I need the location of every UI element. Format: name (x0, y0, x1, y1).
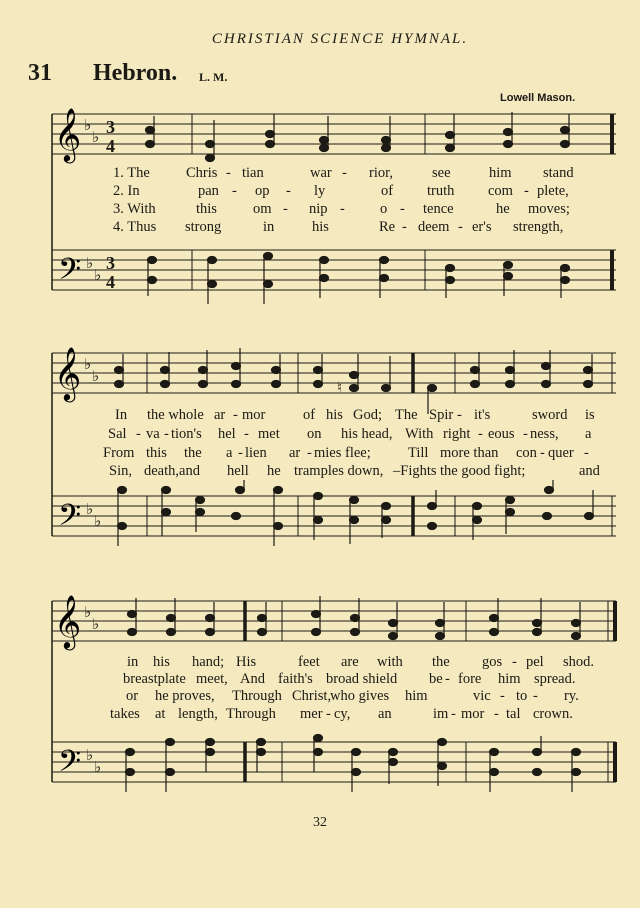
lyric-word: Christ, (292, 688, 332, 704)
lyric-word: this (146, 445, 167, 461)
lyric-word: ar (214, 407, 226, 423)
lyrics-s2-verse4 (0, 463, 640, 481)
svg-text:♭: ♭ (94, 512, 102, 530)
lyric-word: om (253, 201, 272, 217)
lyric-word: war (310, 165, 332, 181)
lyrics-s2-verse1 (0, 407, 640, 425)
lyric-word: spread. (534, 671, 576, 687)
lyric-word: of (303, 407, 316, 423)
lyric-word: and (579, 463, 600, 479)
lyrics-s3-verse3 (0, 688, 640, 706)
lyric-word: ly (314, 183, 326, 199)
lyric-word: in (127, 654, 139, 670)
svg-text:♮: ♮ (337, 380, 343, 396)
lyric-word: op (255, 183, 270, 199)
syllable-hyphen: - (307, 445, 312, 461)
lyric-word: ar (289, 445, 301, 461)
svg-text:♭: ♭ (94, 266, 102, 284)
lyric-word: 2. In (113, 183, 140, 199)
lyric-word: tramples down, (294, 463, 384, 479)
lyric-word: –Fights (393, 463, 437, 479)
syllable-hyphen: - (342, 165, 347, 181)
syllable-hyphen: - (340, 201, 345, 217)
svg-text:𝄞: 𝄞 (54, 594, 82, 648)
lyric-word: The (395, 407, 418, 423)
lyric-word: death,and (144, 463, 200, 479)
lyric-word: deem (418, 219, 450, 235)
lyric-word: on (307, 426, 322, 442)
lyric-word: hand; (192, 654, 225, 670)
lyric-word: hell (227, 463, 249, 479)
lyric-word: sword (532, 407, 568, 423)
lyric-word: the whole (147, 407, 204, 423)
lyric-word: Through (232, 688, 282, 704)
syllable-hyphen: - (478, 426, 483, 442)
syllable-hyphen: - (512, 654, 517, 670)
lyric-word: with (377, 654, 403, 670)
lyrics-s3-verse1 (0, 654, 640, 672)
syllable-hyphen: - (494, 706, 499, 722)
lyric-word: o (380, 201, 388, 217)
lyric-word: And (240, 671, 265, 687)
lyric-word: mies flee; (314, 445, 371, 461)
svg-text:𝄞: 𝄞 (54, 346, 82, 400)
lyrics-s3-verse4 (0, 706, 640, 724)
lyric-word: com (488, 183, 513, 199)
svg-text:4: 4 (106, 272, 115, 292)
syllable-hyphen: - (164, 426, 169, 442)
lyric-word: more than (440, 445, 499, 461)
lyric-word: faith's (278, 671, 313, 687)
lyric-word: feet (298, 654, 320, 670)
bass-clef-icon: 𝄢 (58, 253, 82, 294)
lyric-word: quer (548, 445, 574, 461)
svg-text:♭: ♭ (84, 355, 92, 373)
lyric-word: he (496, 201, 510, 217)
lyric-word: him (498, 671, 521, 687)
lyric-word: length, (178, 706, 218, 722)
svg-text:♭: ♭ (86, 746, 94, 764)
lyrics-s1-verse3 (0, 201, 640, 219)
lyric-word: Re (379, 219, 396, 235)
svg-text:3: 3 (106, 117, 115, 137)
svg-text:𝄢: 𝄢 (58, 745, 82, 786)
lyric-word: tion's (171, 426, 202, 442)
lyric-word: eous (488, 426, 515, 442)
lyric-word: With (405, 426, 434, 442)
svg-text:♭: ♭ (92, 367, 100, 385)
lyric-word: meet, (196, 671, 228, 687)
svg-text:♭: ♭ (94, 758, 102, 776)
syllable-hyphen: - (458, 219, 463, 235)
lyrics-s1-verse1 (0, 165, 640, 183)
syllable-hyphen: - (445, 671, 450, 687)
lyric-word: a (585, 426, 592, 442)
svg-text:♭: ♭ (92, 615, 100, 633)
lyric-word: con (516, 445, 537, 461)
lyric-word: his (153, 654, 170, 670)
svg-text:♭: ♭ (86, 254, 94, 272)
lyric-word: er's (472, 219, 492, 235)
svg-text:♭: ♭ (84, 116, 92, 134)
lyric-word: lien (245, 445, 267, 461)
lyric-word: mer (300, 706, 323, 722)
lyric-word: In (115, 407, 128, 423)
lyric-word: Spir (429, 407, 454, 423)
lyric-word: va (146, 426, 160, 442)
syllable-hyphen: - (540, 445, 545, 461)
syllable-hyphen: - (402, 219, 407, 235)
lyric-word: or (126, 688, 139, 704)
svg-text:4: 4 (106, 136, 115, 156)
lyric-word: see (432, 165, 451, 181)
lyric-word: shod. (563, 654, 595, 670)
lyric-word: tence (423, 201, 454, 217)
lyric-word: him (405, 688, 428, 704)
lyric-word: gos (482, 654, 503, 670)
lyric-word: breastplate (123, 671, 186, 687)
svg-text:𝄢: 𝄢 (58, 499, 82, 540)
svg-text:♭: ♭ (92, 128, 100, 146)
lyric-word: ry. (564, 688, 579, 704)
svg-text:3: 3 (106, 253, 115, 273)
syllable-hyphen: - (400, 201, 405, 217)
syllable-hyphen: - (533, 688, 538, 704)
lyric-word: a (226, 445, 233, 461)
syllable-hyphen: - (524, 183, 529, 199)
lyric-word: strength, (513, 219, 564, 235)
lyric-word: vic (473, 688, 491, 704)
lyrics-s2-verse2 (0, 426, 640, 444)
lyric-word: in (263, 219, 275, 235)
lyric-word: tal (506, 706, 521, 722)
lyric-word: an (378, 706, 392, 722)
lyrics-s3-verse2 (0, 671, 640, 689)
lyric-word: God; (353, 407, 382, 423)
lyric-word: his head, (341, 426, 393, 442)
lyric-word: Chris (186, 165, 218, 181)
lyric-word: moves; (528, 201, 570, 217)
lyric-word: nip (309, 201, 328, 217)
syllable-hyphen: - (136, 426, 141, 442)
lyric-word: him (489, 165, 512, 181)
lyric-word: His (236, 654, 257, 670)
lyric-word: be (429, 671, 443, 687)
lyric-word: 4. Thus (113, 219, 157, 235)
lyric-word: broad shield (326, 671, 398, 687)
page-number: 32 (313, 815, 327, 830)
lyric-word: he proves, (155, 688, 215, 704)
lyrics-s1-verse2 (0, 183, 640, 201)
syllable-hyphen: - (232, 183, 237, 199)
lyric-word: pan (198, 183, 219, 199)
lyric-word: Till (408, 445, 429, 461)
lyrics-s2-verse3 (0, 445, 640, 463)
lyric-word: im (433, 706, 449, 722)
lyric-word: Sal (108, 426, 127, 442)
lyric-word: who gives (330, 688, 390, 704)
syllable-hyphen: - (286, 183, 291, 199)
syllable-hyphen: - (326, 706, 331, 722)
lyric-word: at (155, 706, 166, 722)
lyric-word: this (196, 201, 217, 217)
lyric-word: crown. (533, 706, 573, 722)
syllable-hyphen: - (233, 407, 238, 423)
syllable-hyphen: - (244, 426, 249, 442)
syllable-hyphen: - (238, 445, 243, 461)
svg-text:♭: ♭ (86, 500, 94, 518)
syllable-hyphen: - (457, 407, 462, 423)
lyric-word: his (326, 407, 343, 423)
lyric-word: his (312, 219, 329, 235)
lyric-word: From (103, 445, 135, 461)
lyric-word: takes (110, 706, 140, 722)
lyric-word: are (341, 654, 359, 670)
lyric-word: 1. The (113, 165, 150, 181)
lyric-word: right (443, 426, 471, 442)
running-header: CHRISTIAN SCIENCE HYMNAL. (211, 31, 469, 47)
syllable-hyphen: - (226, 165, 231, 181)
syllable-hyphen: - (584, 445, 589, 461)
lyric-word: cy, (334, 706, 351, 722)
lyric-word: mor (461, 706, 485, 722)
lyric-word: hel (218, 426, 236, 442)
syllable-hyphen: - (500, 688, 505, 704)
lyric-word: stand (543, 165, 574, 181)
lyric-word: rior, (369, 165, 393, 181)
hymn-meter: L. M. (199, 70, 228, 84)
syllable-hyphen: - (523, 426, 528, 442)
syllable-hyphen: - (451, 706, 456, 722)
lyric-word: the (184, 445, 202, 461)
lyrics-s1-verse4 (0, 219, 640, 237)
lyric-word: of (381, 183, 394, 199)
lyric-word: Sin, (109, 463, 132, 479)
svg-text:♭: ♭ (84, 603, 92, 621)
lyric-word: Through (226, 706, 276, 722)
treble-clef-icon: 𝄞 (54, 107, 82, 161)
lyric-word: met (258, 426, 280, 442)
composer-credit: Lowell Mason. (500, 92, 576, 104)
lyric-word: truth (427, 183, 455, 199)
lyric-word: is (585, 407, 595, 423)
lyric-word: the good fight; (440, 463, 526, 479)
syllable-hyphen: - (283, 201, 288, 217)
hymn-number: 31 (28, 60, 52, 86)
lyric-word: he (267, 463, 281, 479)
lyric-word: fore (458, 671, 482, 687)
lyric-word: to (516, 688, 528, 704)
lyric-word: pel (526, 654, 544, 670)
lyric-word: strong (185, 219, 222, 235)
lyric-word: ness, (530, 426, 559, 442)
lyric-word: the (432, 654, 450, 670)
hymn-title: Hebron. (93, 60, 178, 86)
lyric-word: mor (242, 407, 266, 423)
lyric-word: 3. With (113, 201, 156, 217)
lyric-word: plete, (537, 183, 569, 199)
lyric-word: tian (242, 165, 264, 181)
lyric-word: it's (474, 407, 491, 423)
